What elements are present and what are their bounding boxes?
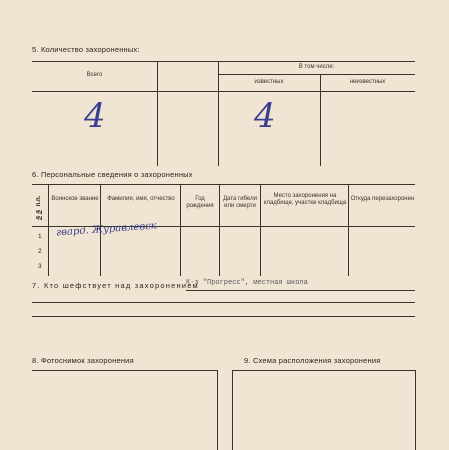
section5-known-value: 4 — [254, 96, 276, 136]
section5-col-divider-2 — [218, 61, 219, 166]
section7-underline-2 — [32, 302, 415, 303]
section5-subheader-line — [218, 74, 415, 75]
section9-title: 9. Схема расположения захоронения — [244, 356, 381, 365]
section6-death-header: Дата гибели или смерти — [223, 196, 257, 209]
section9-box-top — [232, 370, 415, 371]
section7-title: 7. Кто шефствует над захоронением — [32, 281, 199, 290]
section6-num-header: №№ п.п. — [36, 195, 42, 220]
section8-box-top — [32, 370, 217, 371]
section5-unknown-header: неизвестных — [349, 79, 386, 85]
section7-value: К-з "Прогресс", местная школа — [186, 279, 308, 287]
section6-table-top-border — [32, 184, 415, 185]
section5-known-header: известных — [254, 79, 284, 85]
section6-year-header: Год рождения — [186, 196, 214, 209]
section6-rank-header: Воинское звание — [51, 196, 99, 202]
section5-header-bottom-line — [32, 91, 415, 92]
section5-total-header: Всего — [86, 72, 103, 78]
section6-col-divider-death — [260, 184, 261, 276]
section6-place-header: Место захоронения на кладбище, участке кладбища — [263, 193, 347, 206]
section5-col-divider-3 — [320, 74, 321, 166]
section8-box-right — [217, 370, 218, 450]
section6-col-divider-place — [348, 184, 349, 276]
section5-title: 5. Количество захороненных: — [32, 45, 140, 54]
section6-row-1-handwriting: гвард. Журавлевск — [55, 220, 158, 239]
section9-box-right — [415, 370, 416, 450]
section7-underline-3 — [32, 316, 415, 317]
section5-table-top-border — [32, 61, 415, 62]
section6-from-header: Откуда перезахоронен — [350, 196, 415, 202]
section6-row-3-num: 3 — [38, 263, 42, 270]
section5-including-header: В том числе: — [298, 64, 335, 70]
section8-title: 8. Фотоснимок захоронения — [32, 356, 134, 365]
section9-box-left — [232, 370, 233, 450]
section6-title: 6. Персональные сведения о захороненных — [32, 170, 193, 179]
section6-name-header: Фамилия, имя, отчество — [107, 196, 175, 202]
section6-row-2-num: 2 — [38, 248, 42, 255]
section6-col-divider-num — [48, 184, 49, 276]
section6-row-1-num: 1 — [38, 233, 42, 240]
section5-col-divider-1 — [157, 61, 158, 166]
section7-underline-1 — [186, 290, 415, 291]
section5-total-value: 4 — [84, 96, 106, 136]
